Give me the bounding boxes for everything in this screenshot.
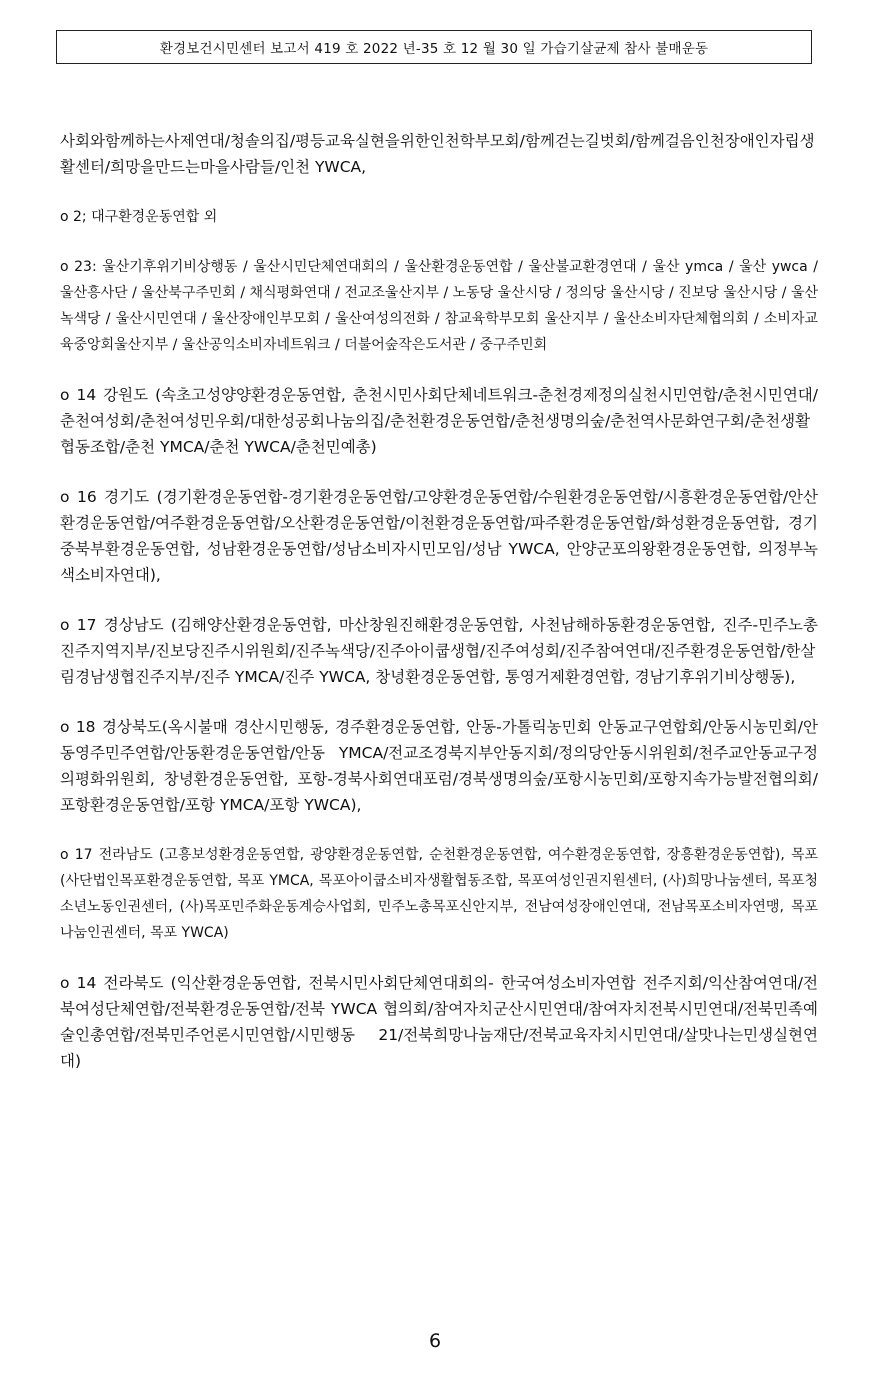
paragraph-incheon-orgs: 사회와함께하는사제연대/청솔의집/평등교육실현을위한인천학부모회/함께걷는길벗회/함께걸음인천장애인자립생활센터/희망을만드는마을사람들/인천 YWCA, bbox=[60, 132, 815, 176]
paragraph-jeonbuk: o 14 전라북도 (익산환경운동연합, 전북시민사회단체연대회의- 한국여성소비자연합 전주지회/익산참여연대/전북여성단체연합/전북환경운동연합/전북 YWCA 협의회/참여자치군산시민연대/참여자치전북시민연대/전북민족예술인총연합/전북민주언론시민연합/시민행동 21/전북희망나눔재단/전북교육자치시민연대/살맛나는민생실현연대) bbox=[60, 974, 818, 1070]
paragraph-daegu: o 2; 대구환경운동연합 외 bbox=[60, 209, 218, 225]
page-number: 6 bbox=[428, 1330, 442, 1352]
paragraph-gyeongbuk: o 18 경상북도(옥시불매 경산시민행동, 경주환경운동연합, 안동-가톨릭농민회 안동교구연합회/안동시농민회/안동영주민주연합/안동환경운동연합/안동 YMCA/전교조경북지부안동지회/정의당안동시위원회/천주교안동교구정의평화위원회, 창녕환경운동연합, 포항-경북사회연대포럼/경북생명의숲/포항시농민회/포항지속가능발전협의회/포항환경운동연합/포항 YMCA/포항 YWCA), bbox=[60, 718, 818, 814]
report-header-text: 환경보건시민센터 보고서 419 호 2022 년-35 호 12 월 30 일 가습기살균제 참사 불매운동 bbox=[159, 41, 709, 57]
paragraph-gyeongnam: o 17 경상남도 (김해양산환경운동연합, 마산창원진해환경운동연합, 사천남해하동환경운동연합, 진주-민주노총진주지역지부/진보당진주시위원회/진주녹색당/진주아이쿱생협/진주여성회/진주참여연대/진주환경운동연합/한살림경남생협진주지부/진주 YMCA/진주 YWCA, 창녕환경운동연합, 통영거제환경연합, 경남기후위기비상행동), bbox=[60, 616, 818, 686]
report-header bbox=[56, 30, 812, 64]
paragraph-gangwon: o 14 강원도 (속초고성양양환경운동연합, 춘천시민사회단체네트워크-춘천경제정의실천시민연합/춘천시민연대/춘천여성회/춘천여성민우회/대한성공회나눔의집/춘천환경운동연합/춘천생명의숲/춘천역사문화연구회/춘천생활협동조합/춘천 YMCA/춘천 YWCA/춘천민예총) bbox=[60, 386, 818, 456]
paragraph-ulsan: o 23: 울산기후위기비상행동 / 울산시민단체연대회의 / 울산환경운동연합 / 울산불교환경연대 / 울산 ymca / 울산 ywca / 울산흥사단 / 울산북구주민회 / 채식평화연대 / 전교조울산지부 / 노동당 울산시당 / 정의당 울산시당 / 진보당 울산시당 / 울산녹색당 / 울산시민연대 / 울산장애인부모회 / 울산여성의전화 / 참교육학부모회 울산지부 / 울산소비자단체협의회 / 소비자교육중앙회울산지부 / 울산공익소비자네트워크 / 더불어숲작은도서관 / 중구주민회 bbox=[60, 259, 818, 353]
document-body bbox=[60, 128, 818, 1098]
paragraph-jeonnam: o 17 전라남도 (고흥보성환경운동연합, 광양환경운동연합, 순천환경운동연합, 여수환경운동연합, 장흥환경운동연합), 목포 (사단법인목포환경운동연합, 목포 YMCA, 목포아이쿱소비자생활협동조합, 목포여성인권지원센터, (사)희망나눔센터, 목포청소년노동인권센터, (사)목포민주화운동계승사업회, 민주노총목포신안지부, 전남여성장애인연대, 전남목포소비자연맹, 목포나눔인권센터, 목포 YWCA) bbox=[60, 847, 818, 941]
paragraph-gyeonggi: o 16 경기도 (경기환경운동연합-경기환경운동연합/고양환경운동연합/수원환경운동연합/시흥환경운동연합/안산환경운동연합/여주환경운동연합/오산환경운동연합/이천환경운동연합/파주환경운동연합/화성환경운동연합, 경기중북부환경운동연합, 성남환경운동연합/성남소비자시민모임/성남 YWCA, 안양군포의왕환경운동연합, 의정부녹색소비자연대), bbox=[60, 488, 818, 584]
